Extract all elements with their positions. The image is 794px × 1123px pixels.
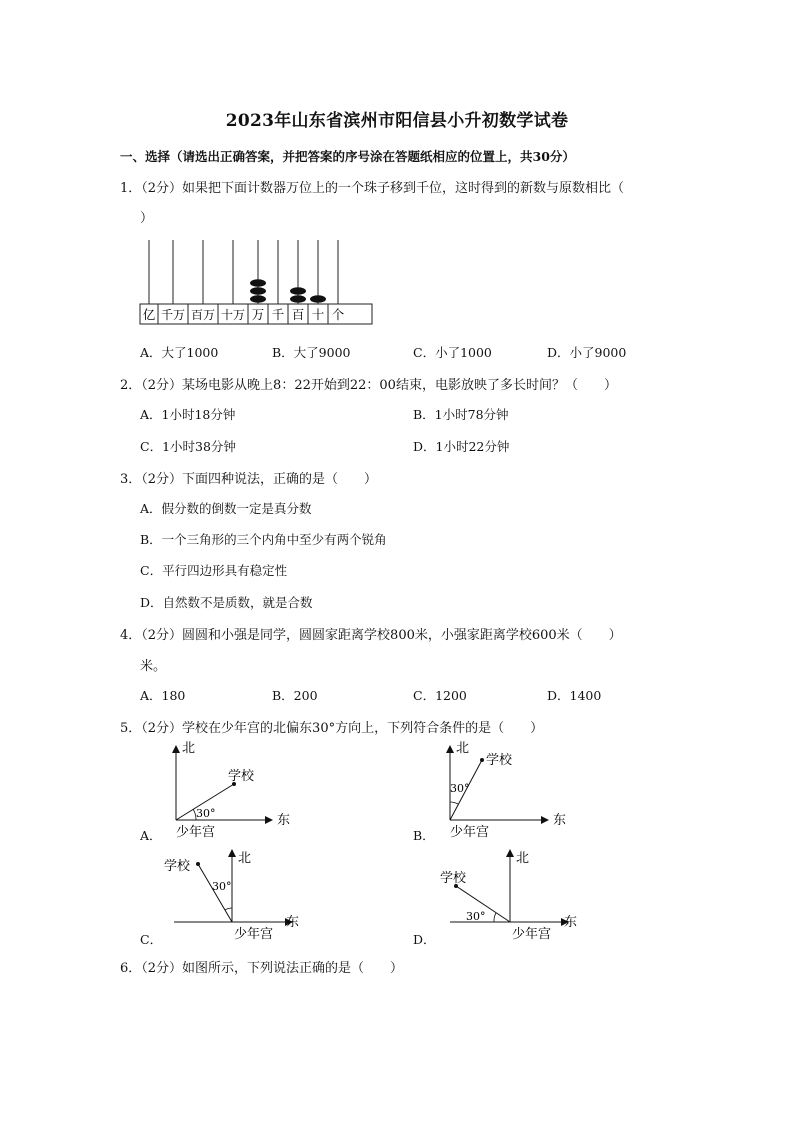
angle-label: 30° xyxy=(450,782,470,795)
q5-option-b[interactable]: B． xyxy=(413,828,435,843)
direction-ray xyxy=(198,864,232,922)
abacus-place-label: 百万 xyxy=(190,308,216,322)
abacus-bead xyxy=(290,295,306,303)
abacus-place-label: 十 xyxy=(311,307,325,322)
palace-label: 少年宫 xyxy=(176,825,216,840)
question-3-stem: 3．（2分）下面四种说法，正确的是（ ） xyxy=(120,472,378,487)
palace-label: 少年宫 xyxy=(450,825,490,840)
q1-option-b[interactable]: B．大了9000 xyxy=(272,345,351,360)
q4-option-a[interactable]: A．180 xyxy=(140,688,186,703)
q3-option-a[interactable]: A．假分数的倒数一定是真分数 xyxy=(140,501,312,516)
abacus-place-label: 百 xyxy=(291,307,305,322)
question-6-stem: 6．（2分）如图所示，下列说法正确的是（ ） xyxy=(120,961,404,976)
abacus-place-label: 千万 xyxy=(160,308,186,322)
q1-option-d[interactable]: D．小了9000 xyxy=(547,345,627,360)
q5-option-d[interactable]: D． xyxy=(413,932,436,947)
abacus-place-label: 万 xyxy=(251,307,265,322)
north-label: 北 xyxy=(456,741,470,756)
question-2-stem: 2．（2分）某场电影从晚上8：22开始到22：00结束，电影放映了多长时间？（ ） xyxy=(120,378,617,393)
q2-option-d[interactable]: D．1小时22分钟 xyxy=(413,439,510,454)
east-label: 东 xyxy=(553,813,567,828)
school-label: 学校 xyxy=(440,871,467,886)
angle-label: 30° xyxy=(466,910,486,923)
q3-option-c[interactable]: C．平行四边形具有稳定性 xyxy=(140,563,288,578)
north-label: 北 xyxy=(516,851,530,866)
school-point xyxy=(196,862,200,866)
q1-option-a[interactable]: A．大了1000 xyxy=(140,345,219,360)
palace-label: 少年宫 xyxy=(234,927,274,942)
angle-arc xyxy=(450,802,458,804)
abacus-place-label: 亿 xyxy=(142,307,156,322)
direction-diagram-a xyxy=(150,740,310,840)
question-4-stem-cont: 米。 xyxy=(140,659,167,674)
direction-diagram-d xyxy=(426,846,586,946)
q4-option-c[interactable]: C．1200 xyxy=(413,688,467,703)
palace-label: 少年宫 xyxy=(512,927,552,942)
page-title: 2023年山东省滨州市阳信县小升初数学试卷 xyxy=(225,111,569,131)
abacus-bead xyxy=(310,295,326,303)
question-4-stem: 4．（2分）圆圆和小强是同学，圆圆家距离学校800米，小强家距离学校600米（ ） xyxy=(120,628,622,643)
abacus-bead xyxy=(290,287,306,295)
q3-option-b[interactable]: B．一个三角形的三个内角中至少有两个锐角 xyxy=(140,532,387,547)
east-label: 东 xyxy=(277,813,291,828)
school-label: 学校 xyxy=(164,859,191,874)
school-label: 学校 xyxy=(228,769,255,784)
angle-arc xyxy=(494,913,496,922)
abacus-bead xyxy=(250,295,266,303)
direction-diagram-b xyxy=(426,740,586,840)
q2-option-a[interactable]: A．1小时18分钟 xyxy=(140,407,236,422)
abacus-place-label: 千 xyxy=(271,307,285,322)
direction-diagram-c xyxy=(150,846,310,946)
q2-option-b[interactable]: B．1小时78分钟 xyxy=(413,407,509,422)
abacus-place-label: 十万 xyxy=(220,308,246,322)
q3-option-d[interactable]: D．自然数不是质数，就是合数 xyxy=(140,595,313,610)
question-5-stem: 5．（2分）学校在少年宫的北偏东30°方向上，下列符合条件的是（ ） xyxy=(120,721,544,736)
q4-option-b[interactable]: B．200 xyxy=(272,688,318,703)
angle-label: 30° xyxy=(196,807,216,820)
angle-label: 30° xyxy=(212,880,232,893)
question-1-stem-cont: ） xyxy=(140,211,154,226)
school-point xyxy=(480,758,484,762)
east-label: 东 xyxy=(564,915,578,930)
q1-option-c[interactable]: C．小了1000 xyxy=(413,345,492,360)
angle-arc xyxy=(225,908,232,910)
abacus-bead xyxy=(250,287,266,295)
school-label: 学校 xyxy=(486,753,513,768)
abacus-place-label: 个 xyxy=(331,307,345,322)
east-label: 东 xyxy=(286,915,300,930)
north-label: 北 xyxy=(182,741,196,756)
q2-option-c[interactable]: C．1小时38分钟 xyxy=(140,439,236,454)
question-1-stem: 1．（2分）如果把下面计数器万位上的一个珠子移到千位，这时得到的新数与原数相比（ xyxy=(120,181,625,196)
q5-option-a[interactable]: A． xyxy=(140,828,162,843)
abacus-bead xyxy=(250,279,266,287)
q4-option-d[interactable]: D．1400 xyxy=(547,688,602,703)
north-label: 北 xyxy=(238,851,252,866)
abacus-diagram xyxy=(138,238,378,328)
section-heading: 一、选择（请选出正确答案，并把答案的序号涂在答题纸相应的位置上，共30分） xyxy=(120,149,575,164)
q5-option-c[interactable]: C． xyxy=(140,932,163,947)
